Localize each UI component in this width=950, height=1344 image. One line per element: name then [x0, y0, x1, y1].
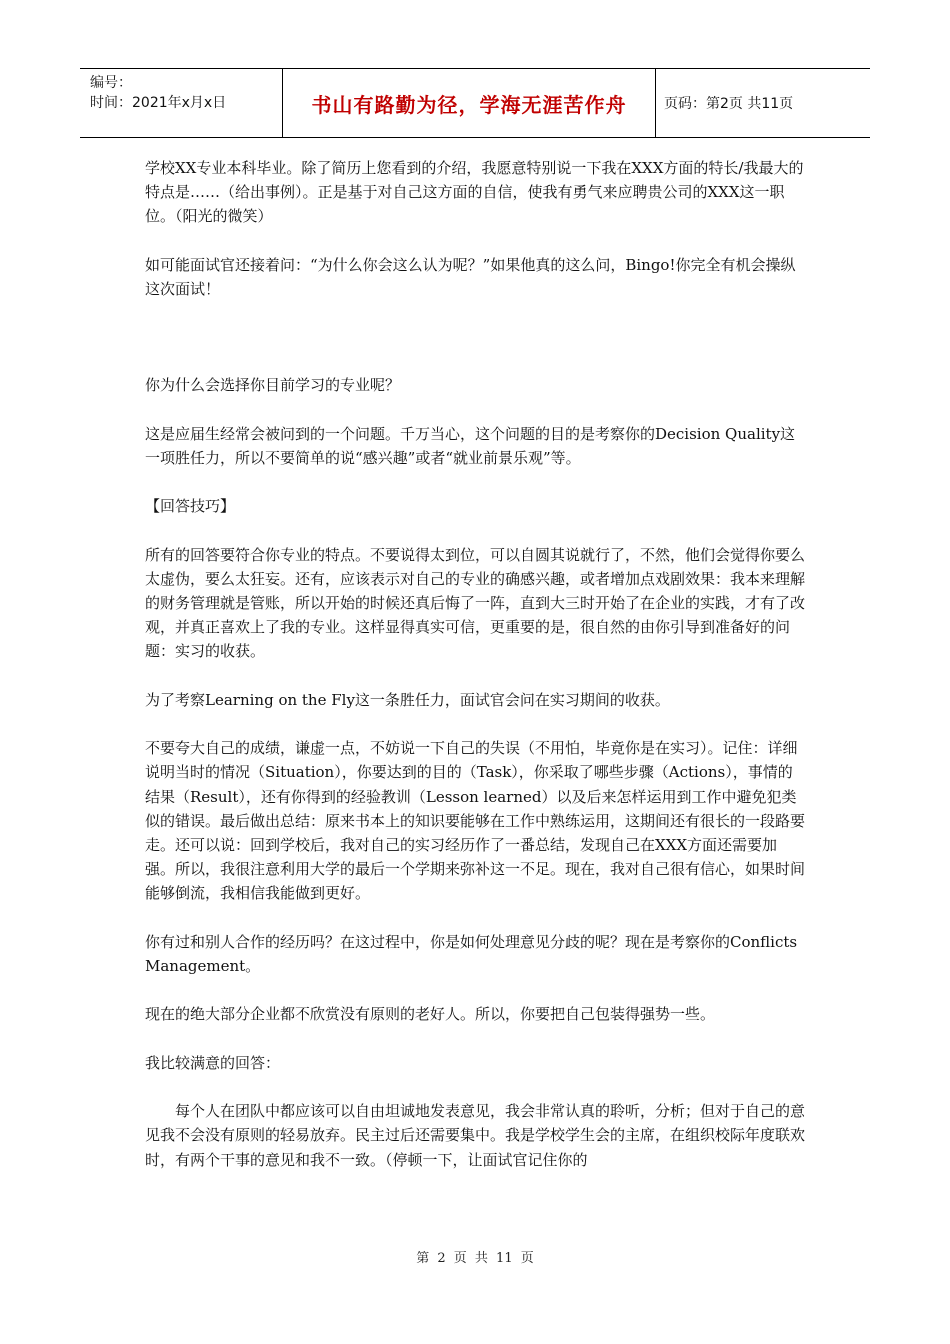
header-page-number: 页码：第2页 共11页	[664, 96, 794, 112]
document-date: 时间：2021年x月x日	[90, 95, 227, 111]
paragraph-decision-quality: 这是应届生经常会被问到的一个问题。千万当心，这个问题的目的是考察你的Decision Quality这一项胜任力，所以不要简单的说“感兴趣”或者“就业前景乐观”等。	[145, 424, 796, 467]
document-body	[145, 156, 805, 1196]
header-page-cell	[656, 69, 870, 137]
paragraph-answer-tips: 所有的回答要符合你专业的特点。不要说得太到位，可以自圆其说就行了，不然，他们会觉得你要么太虚伪，要么太狂妄。还有，应该表示对自己的专业的确感兴趣，或者增加点戏剧效果：我本来理解的财务管理就是管账，所以开始的时候还真后悔了一阵，直到大三时开始了在企业的实践，才有了改观，并真正喜欢上了我的专业。这样显得真实可信，更重要的是，很自然的由你引导到准备好的问题：实习的收获。	[145, 545, 806, 661]
paragraph-internship: 不要夸大自己的成绩，谦虚一点，不妨说一下自己的失误（不用怕，毕竟你是在实习）。记住：详细说明当时的情况（Situation），你要达到的目的（Task），你采取了哪些步骤（Actions），事情的结果（Result），还有你得到的经验教训（Lesson learned）以及后来怎样运用到工作中避免犯类似的错误。最后做出总结：原来书本上的知识要能够在工作中熟练运用，这期间还有很长的一段路要走。还可以说：回到学校后，我对自己的实习经历作了一番总结，发现自己在XXX方面还需要加强。所以，我很注意利用大学的最后一个学期来弥补这一不足。现在，我对自己很有信心，如果时间能够倒流，我相信我能做到更好。	[145, 739, 806, 903]
section-heading-tips: 【回答技巧】	[145, 497, 236, 516]
page-header	[80, 68, 870, 138]
paragraph-followup: 如可能面试官还接着问：“为什么你会这么认为呢？”如果他真的这么问，Bingo!你完全有机会操纵这次面试！	[145, 255, 796, 298]
header-motto: 书山有路勤为径，学海无涯苦作舟	[311, 92, 627, 117]
paragraph-intro: 学校XX专业本科毕业。除了简历上您看到的介绍，我愿意特别说一下我在XXX方面的特长/我最大的特点是……（给出事例）。正是基于对自己这方面的自信，使我有勇气来应聘贵公司的XXX这一职位。（阳光的微笑）	[145, 159, 804, 226]
header-meta	[80, 69, 283, 137]
header-motto-cell	[283, 69, 656, 137]
paragraph-satisfying-answer: 我比较满意的回答：	[145, 1053, 281, 1072]
page-footer: 第 2 页 共 11 页	[416, 1251, 534, 1266]
question-cooperation: 你有过和别人合作的经历吗？在这过程中，你是如何处理意见分歧的呢？现在是考察你的Conflicts Management。	[145, 932, 798, 975]
document-number-label: 编号：	[90, 75, 132, 91]
paragraph-team-answer: 每个人在团队中都应该可以自由坦诚地发表意见，我会非常认真的聆听，分析；但对于自己的意见我不会没有原则的轻易放弃。民主过后还需要集中。我是学校学生会的主席，在组织校际年度联欢时，有两个干事的意见和我不一致。（停顿一下，让面试官记住你的	[145, 1102, 806, 1169]
paragraph-strong-image: 现在的绝大部分企业都不欣赏没有原则的老好人。所以，你要把自己包装得强势一些。	[145, 1005, 716, 1024]
question-major: 你为什么会选择你目前学习的专业呢？	[145, 376, 401, 395]
paragraph-learning-on-fly: 为了考察Learning on the Fly这一条胜任力，面试官会问在实习期间的收获。	[145, 690, 670, 709]
